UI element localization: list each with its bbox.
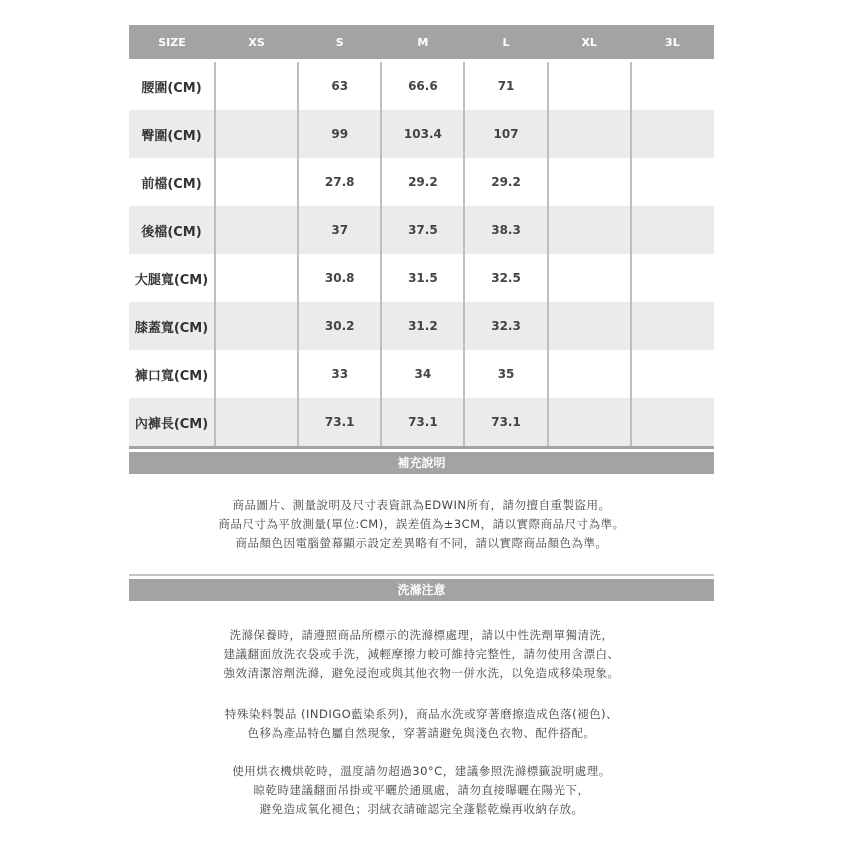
care-line: 特殊染料製品 (INDIGO藍染系列)，商品水洗或穿著磨擦造成色落(褪色)、 bbox=[224, 707, 619, 721]
header-size: SIZE bbox=[129, 25, 215, 61]
supplement-line: 商品顏色因電腦螢幕顯示設定差異略有不同，請以實際商品顏色為準。 bbox=[235, 536, 608, 550]
table-row bbox=[129, 254, 714, 302]
supplement-line: 商品圖片、測量說明及尺寸表資訊為EDWIN所有，請勿擅自重製盜用。 bbox=[232, 498, 611, 512]
row-label: 腰圍(CM) bbox=[129, 61, 215, 111]
table-cell: 30.8 bbox=[298, 254, 381, 302]
table-cell: 30.2 bbox=[298, 302, 381, 350]
table-cell bbox=[631, 254, 714, 302]
table-cell bbox=[631, 110, 714, 158]
supplement-text bbox=[129, 496, 714, 553]
table-cell bbox=[215, 398, 298, 448]
table-cell: 31.2 bbox=[381, 302, 464, 350]
care-paragraph-3 bbox=[129, 762, 714, 819]
table-row bbox=[129, 302, 714, 350]
table-cell: 37 bbox=[298, 206, 381, 254]
table-cell bbox=[631, 350, 714, 398]
care-line: 建議翻面放洗衣袋或手洗，減輕摩擦力較可維持完整性，請勿使用含漂白、 bbox=[223, 647, 620, 661]
row-label: 膝蓋寬(CM) bbox=[129, 302, 215, 350]
table-cell bbox=[548, 350, 631, 398]
table-cell bbox=[548, 398, 631, 448]
table-cell bbox=[548, 206, 631, 254]
table-cell bbox=[215, 61, 298, 111]
table-row bbox=[129, 158, 714, 206]
table-cell: 73.1 bbox=[298, 398, 381, 448]
care-line: 強效清潔溶劑洗滌，避免浸泡或與其他衣物一併水洗，以免造成移染現象。 bbox=[223, 666, 620, 680]
size-header-row bbox=[129, 25, 714, 61]
supplement-title: 補充說明 bbox=[129, 452, 714, 474]
table-row bbox=[129, 110, 714, 158]
table-cell: 66.6 bbox=[381, 61, 464, 111]
table-cell: 71 bbox=[464, 61, 547, 111]
care-paragraph-2 bbox=[129, 705, 714, 743]
table-row bbox=[129, 206, 714, 254]
table-cell: 99 bbox=[298, 110, 381, 158]
table-cell bbox=[631, 206, 714, 254]
header-xs: XS bbox=[215, 25, 298, 61]
table-cell: 32.3 bbox=[464, 302, 547, 350]
table-cell: 32.5 bbox=[464, 254, 547, 302]
table-row bbox=[129, 61, 714, 111]
table-cell: 73.1 bbox=[381, 398, 464, 448]
table-cell: 103.4 bbox=[381, 110, 464, 158]
table-cell bbox=[215, 350, 298, 398]
care-paragraph-1 bbox=[129, 626, 714, 683]
row-label: 後檔(CM) bbox=[129, 206, 215, 254]
care-line: 使用烘衣機烘乾時，溫度請勿超過30°C，建議參照洗滌標籤說明處理。 bbox=[232, 764, 611, 778]
table-cell bbox=[215, 158, 298, 206]
table-cell: 29.2 bbox=[381, 158, 464, 206]
table-cell: 63 bbox=[298, 61, 381, 111]
table-cell bbox=[215, 110, 298, 158]
care-line: 避免造成氧化褪色；羽絨衣請確認完全蓬鬆乾燥再收納存放。 bbox=[259, 802, 584, 816]
table-cell bbox=[548, 158, 631, 206]
care-line: 色移為產品特色屬自然現象，穿著請避免與淺色衣物、配件搭配。 bbox=[247, 726, 596, 740]
table-cell bbox=[548, 110, 631, 158]
table-cell: 29.2 bbox=[464, 158, 547, 206]
table-cell: 27.8 bbox=[298, 158, 381, 206]
header-3l: 3L bbox=[631, 25, 714, 61]
table-cell: 107 bbox=[464, 110, 547, 158]
divider bbox=[129, 574, 714, 576]
table-cell: 34 bbox=[381, 350, 464, 398]
table-cell bbox=[215, 302, 298, 350]
care-line: 晾乾時建議翻面吊掛或平曬於通風處，請勿直接曝曬在陽光下， bbox=[253, 783, 590, 797]
supplement-line: 商品尺寸為平放測量(單位:CM)，誤差值為±3CM，請以實際商品尺寸為準。 bbox=[218, 517, 625, 531]
care-line: 洗滌保養時，請遵照商品所標示的洗滌標處理，請以中性洗劑單獨清洗， bbox=[229, 628, 614, 642]
header-m: M bbox=[381, 25, 464, 61]
row-label: 內褲長(CM) bbox=[129, 398, 215, 448]
table-cell: 37.5 bbox=[381, 206, 464, 254]
header-l: L bbox=[464, 25, 547, 61]
table-cell bbox=[548, 254, 631, 302]
table-row bbox=[129, 398, 714, 448]
table-cell bbox=[631, 158, 714, 206]
header-s: S bbox=[298, 25, 381, 61]
table-row bbox=[129, 350, 714, 398]
row-label: 褲口寬(CM) bbox=[129, 350, 215, 398]
care-title: 洗滌注意 bbox=[129, 579, 714, 601]
table-cell: 31.5 bbox=[381, 254, 464, 302]
table-cell bbox=[631, 398, 714, 448]
table-cell: 38.3 bbox=[464, 206, 547, 254]
table-cell: 35 bbox=[464, 350, 547, 398]
table-cell bbox=[631, 61, 714, 111]
table-cell bbox=[215, 254, 298, 302]
table-cell bbox=[548, 302, 631, 350]
table-cell: 33 bbox=[298, 350, 381, 398]
row-label: 大腿寬(CM) bbox=[129, 254, 215, 302]
table-cell bbox=[631, 302, 714, 350]
size-chart-table bbox=[129, 25, 714, 449]
row-label: 臀圍(CM) bbox=[129, 110, 215, 158]
row-label: 前檔(CM) bbox=[129, 158, 215, 206]
table-cell bbox=[548, 61, 631, 111]
header-xl: XL bbox=[548, 25, 631, 61]
table-cell: 73.1 bbox=[464, 398, 547, 448]
table-cell bbox=[215, 206, 298, 254]
